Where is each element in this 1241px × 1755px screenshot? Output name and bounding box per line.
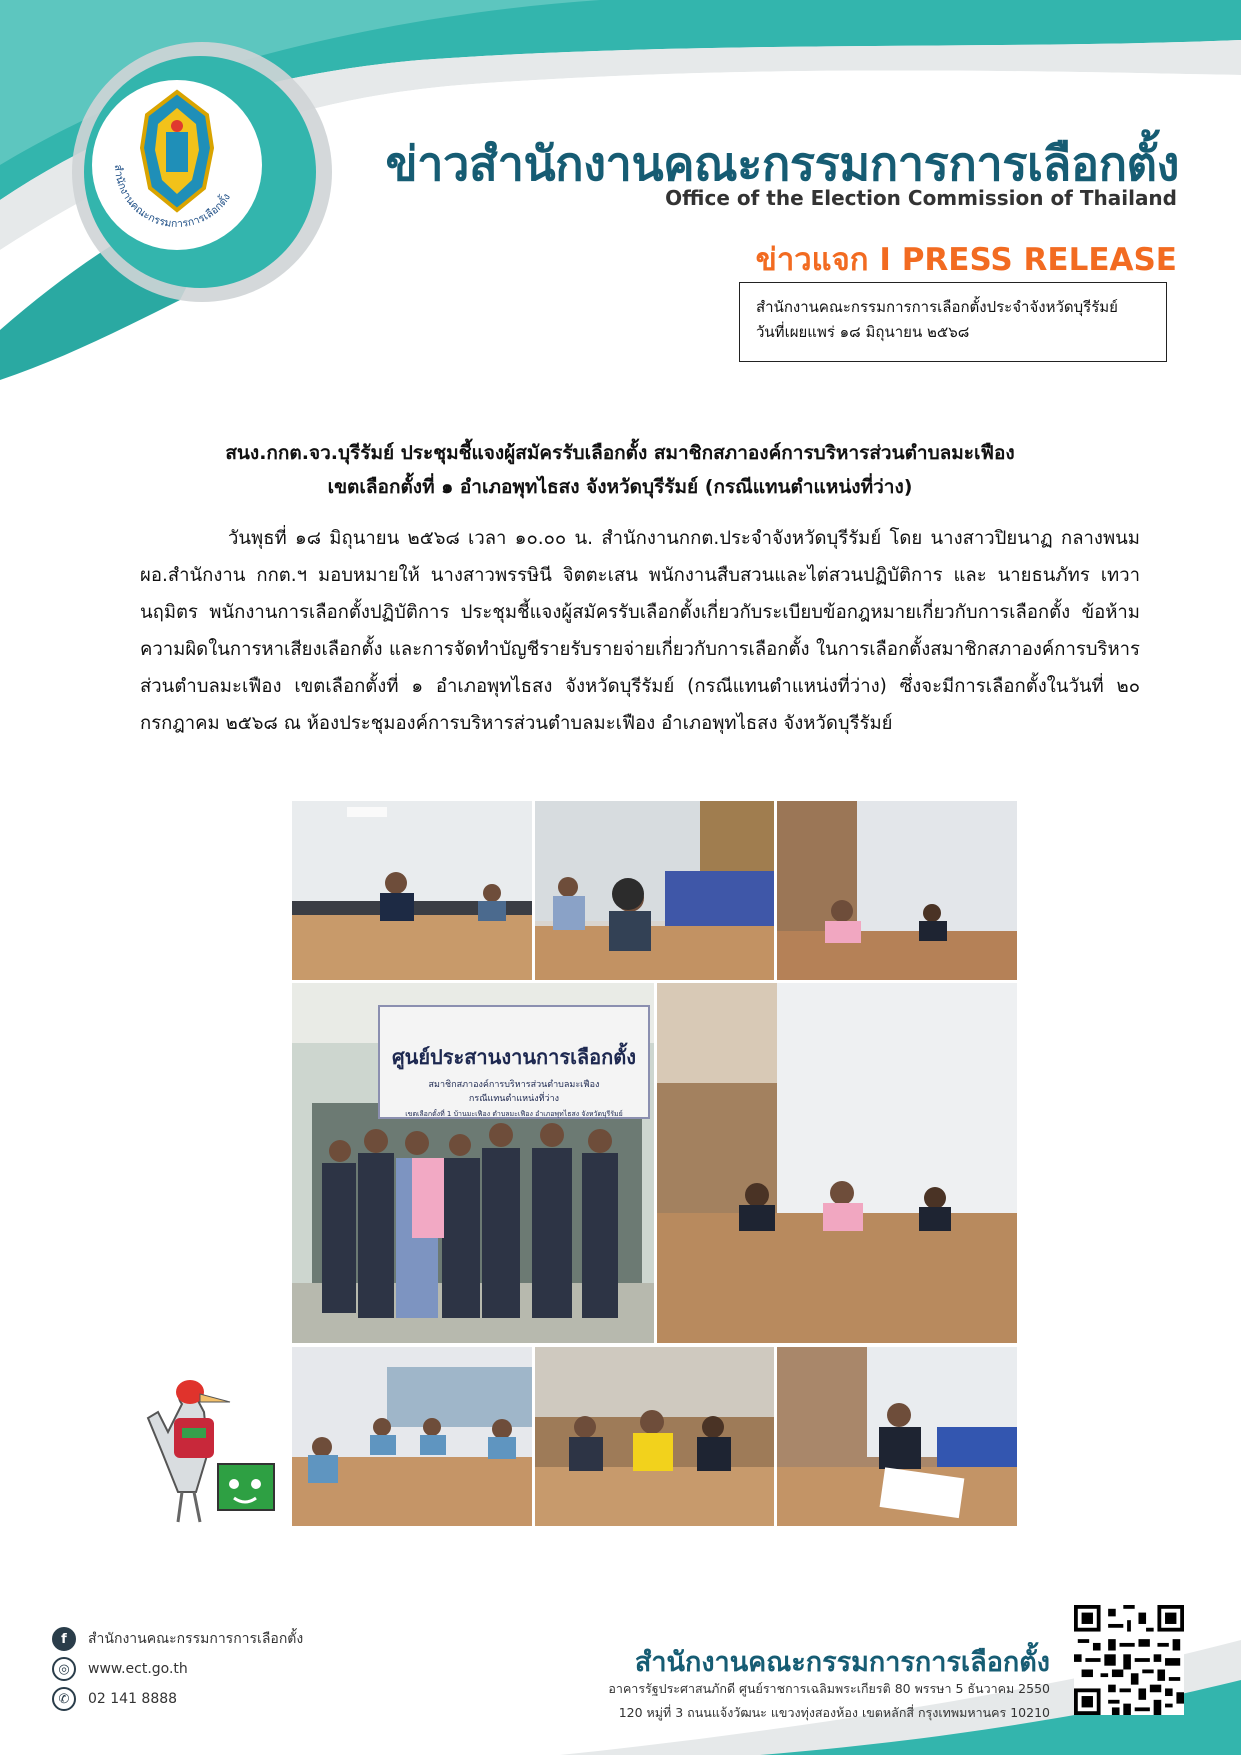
logo-text: สำนักงานคณะกรรมการการเลือกตั้ง (111, 164, 234, 231)
banner-subtitle-1: สมาชิกสภาองค์การบริหารส่วนตำบลมะเฟือง (428, 1080, 600, 1090)
phone-number: 02 141 8888 (88, 1691, 178, 1707)
header-title-thai: ข่าวสำนักงานคณะกรรมการการเลือกตั้ง (385, 137, 1179, 192)
ect-emblem-icon (92, 80, 262, 250)
footer-address-line-2: 120 หมู่ที่ 3 ถนนแจ้งวัฒนะ แขวงทุ่งสองห้อง เขตหลักสี่ กรุงเทพมหานคร 10210 (618, 1705, 1050, 1720)
photo-meeting-2 (535, 801, 774, 980)
facebook-page-name: สำนักงานคณะกรรมการการเลือกตั้ง (88, 1631, 304, 1647)
headline-line-2: เขตเลือกตั้งที่ ๑ อำเภอพุทไธสง จังหวัดบุรีรัมย์ (กรณีแทนตำแหน่งที่ว่าง) (327, 476, 913, 498)
banner-subtitle-3: เขตเลือกตั้งที่ 1 บ้านมะเฟือง ตำบลมะเฟือง อำเภอพุทไธสง จังหวัดบุรีรัมย์ (405, 1110, 623, 1118)
issuer-office: สำนักงานคณะกรรมการการเลือกตั้งประจำจังหวัดบุรีรัมย์ (756, 298, 1118, 316)
header-title-english: Office of the Election Commission of Thailand (665, 186, 1177, 210)
photo-meeting-4 (292, 1347, 532, 1526)
facebook-icon: f (52, 1627, 76, 1651)
footer-wave (0, 1580, 1241, 1755)
coordination-center-banner (378, 1005, 650, 1119)
press-release-label: ข่าวแจก I PRESS RELEASE (755, 242, 1177, 278)
photo-meeting-1 (292, 801, 532, 980)
mascot-bird-ballot-illustration (138, 1372, 290, 1532)
website-url: www.ect.go.th (88, 1661, 188, 1677)
ect-logo (92, 80, 262, 250)
footer-org-name: สำนักงานคณะกรรมการการเลือกตั้ง (634, 1647, 1050, 1678)
article-headline (120, 436, 1120, 504)
banner-title: ศูนย์ประสานงานการเลือกตั้ง (391, 1045, 637, 1069)
photo-meeting-room (657, 983, 1017, 1343)
article-body (140, 520, 1140, 742)
globe-icon: ◎ (52, 1657, 76, 1681)
photo-meeting-3 (777, 801, 1017, 980)
photo-meeting-5 (535, 1347, 774, 1526)
qr-code[interactable] (1074, 1605, 1184, 1715)
phone-icon: ✆ (52, 1687, 76, 1711)
photo-meeting-6 (777, 1347, 1017, 1526)
headline-line-1: สนง.กกต.จว.บุรีรัมย์ ประชุมชี้แจงผู้สมัครรับเลือกตั้ง สมาชิกสภาองค์การบริหารส่วนตำบลมะเฟือง (225, 442, 1015, 464)
issuer-info-box (739, 282, 1167, 362)
publish-date: วันที่เผยแพร่ ๑๘ มิถุนายน ๒๕๖๘ (756, 323, 970, 341)
body-paragraph: วันพุธที่ ๑๘ มิถุนายน ๒๕๖๘ เวลา ๑๐.๐๐ น. สำนักงานกกต.ประจำจังหวัดบุรีรัมย์ โดย นางสาวปิยนาฏ กลางพนม ผอ.สำนักงาน กกต.ฯ มอบหมายให้ นางสาวพรรษินี จิตตะเสน พนักงานสืบสวนและไต่สวนปฏิบัติการ และ นายธนภัทร เทวานฤมิตร พนักงานการเลือกตั้งปฏิบัติการ ประชุมชี้แจงผู้สมัครรับเลือกตั้งเกี่ยวกับระเบียบข้อกฎหมายเกี่ยวกับการเลือกตั้ง ข้อห้ามความผิดในการหาเสียงเลือกตั้ง และการจัดทำบัญชีรายรับรายจ่ายเกี่ยวกับการเลือกตั้ง ในการเลือกตั้งสมาชิกสภาองค์การบริหารส่วนตำบลมะเฟือง เขตเลือกตั้งที่ ๑ อำเภอพุทไธสง จังหวัดบุรีรัมย์ (กรณีแทนตำแหน่งที่ว่าง) ซึ่งจะมีการเลือกตั้งในวันที่ ๒๐ กรกฎาคม ๒๕๖๘ ณ ห้องประชุมองค์การบริหารส่วนตำบลมะเฟือง อำเภอพุทไธสง จังหวัดบุรีรัมย์ (140, 528, 1140, 734)
photo-group-banner (292, 983, 654, 1343)
banner-subtitle-2: กรณีแทนตำแหน่งที่ว่าง (468, 1094, 560, 1104)
footer-address-line-1: อาคารรัฐประศาสนภักดี ศูนย์ราชการเฉลิมพระเกียรติ 80 พรรษา 5 ธันวาคม 2550 (608, 1681, 1050, 1696)
